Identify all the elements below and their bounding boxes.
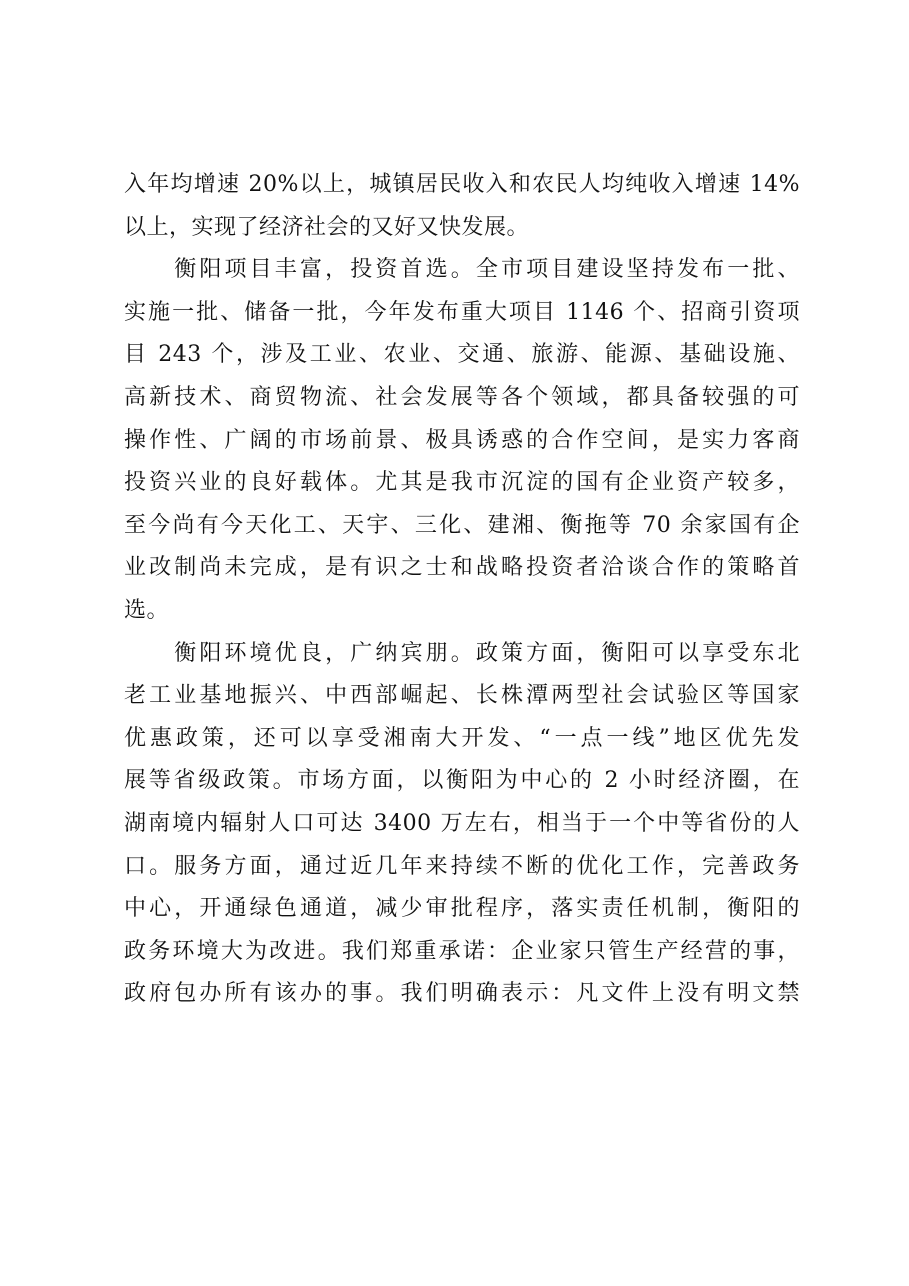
text-line: 政府包办所有该办的事。我们明确表示：凡文件上没有明文禁 [124,981,800,1007]
paragraph-3 [124,633,800,1016]
text-line: 展等省级政策。市场方面，以衡阳为中心的 2 小时经济圈，在 [124,768,800,794]
text-line: 口。服务方面，通过近几年来持续不断的优化工作，完善政务 [124,853,800,879]
paragraph-1 [124,164,800,249]
text-line: 入年均增速 20%以上，城镇居民收入和农民人均纯收入增速 14% [124,172,800,197]
text-line: 优惠政策，还可以享受湘南大开发、“一点一线”地区优先发 [124,725,800,751]
text-line: 高新技术、商贸物流、社会发展等各个领域，都具备较强的可 [124,384,800,410]
text-line: 业改制尚未完成，是有识之士和战略投资者洽谈合作的策略首 [124,555,800,581]
paragraph-2 [124,249,800,632]
text-line: 实施一批、储备一批，今年发布重大项目 1146 个、招商引资项 [124,299,800,325]
text-line: 政务环境大为改进。我们郑重承诺：企业家只管生产经营的事， [124,938,800,964]
text-line: 操作性、广阔的市场前景、极具诱惑的合作空间，是实力客商 [124,427,800,453]
text-line: 以上，实现了经济社会的又好又快发展。 [124,214,530,240]
text-line: 目 243 个，涉及工业、农业、交通、旅游、能源、基础设施、 [124,342,800,368]
text-line: 衡阳环境优良，广纳宾朋。政策方面，衡阳可以享受东北 [124,640,800,666]
document-body [124,164,800,1016]
text-line: 投资兴业的良好载体。尤其是我市沉淀的国有企业资产较多， [124,470,800,496]
text-line: 中心，开通绿色通道，减少审批程序，落实责任机制，衡阳的 [124,896,800,922]
text-line: 湖南境内辐射人口可达 3400 万左右，相当于一个中等省份的人 [124,810,800,836]
text-line: 至今尚有今天化工、天宇、三化、建湘、衡拖等 70 余家国有企 [124,512,800,538]
text-line: 老工业基地振兴、中西部崛起、长株潭两型社会试验区等国家 [124,683,800,709]
text-line: 选。 [124,597,170,623]
text-line: 衡阳项目丰富，投资首选。全市项目建设坚持发布一批、 [124,257,800,283]
